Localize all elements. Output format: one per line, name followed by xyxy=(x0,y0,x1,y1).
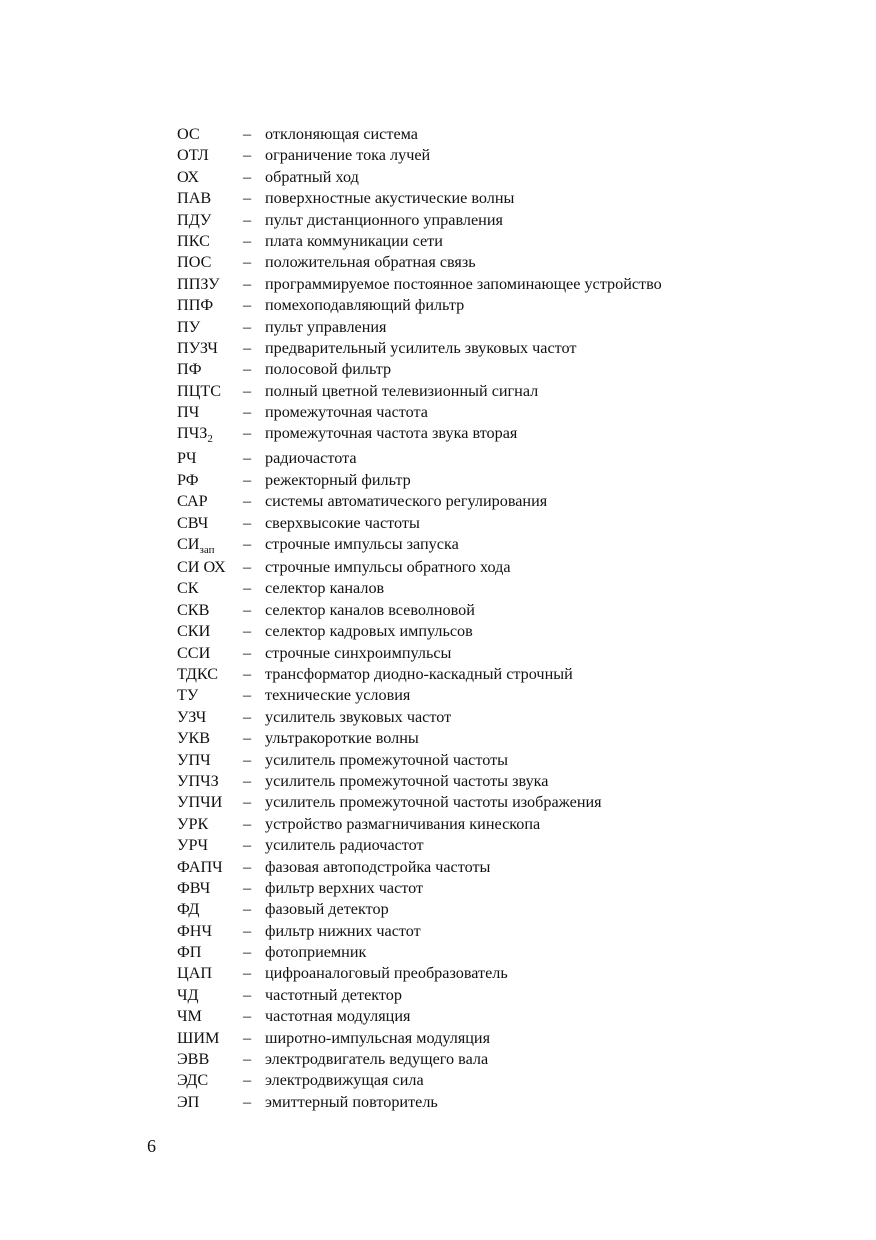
abbreviation-description: эмиттерный повторитель xyxy=(265,1092,438,1111)
abbreviation-description: усилитель промежуточной частоты звука xyxy=(265,771,549,790)
dash-separator: – xyxy=(243,814,252,833)
abbreviation-description: пульт управления xyxy=(265,317,387,336)
abbreviation-term xyxy=(177,899,243,920)
abbreviation-description: частотный детектор xyxy=(265,985,402,1004)
abbreviation-description: фильтр нижних частот xyxy=(265,921,421,940)
abbreviation-term xyxy=(177,685,243,706)
abbreviation-subscript: зап xyxy=(199,544,215,557)
abbreviation-entry xyxy=(177,491,777,512)
abbreviation-description: промежуточная частота звука вторая xyxy=(265,424,518,443)
abbreviation-term xyxy=(177,295,243,316)
abbreviation-term-text: ТДКС xyxy=(177,664,219,683)
abbreviation-entry xyxy=(177,1092,777,1113)
dash-separator: – xyxy=(243,1007,252,1026)
abbreviation-term-text: СИ xyxy=(177,535,200,554)
abbreviation-term xyxy=(177,664,243,685)
abbreviation-term xyxy=(177,643,243,664)
abbreviation-entry xyxy=(177,423,777,448)
abbreviation-entry xyxy=(177,534,777,557)
dash-separator: – xyxy=(243,470,252,489)
abbreviation-term-text: ППФ xyxy=(177,296,214,315)
abbreviation-term xyxy=(177,338,243,359)
abbreviation-entry xyxy=(177,835,777,856)
abbreviation-description: фотоприемник xyxy=(265,943,367,962)
abbreviation-term xyxy=(177,145,243,166)
dash-separator: – xyxy=(243,707,252,726)
abbreviation-entry xyxy=(177,231,777,252)
abbreviation-description: строчные импульсы запуска xyxy=(265,535,459,554)
abbreviation-entry xyxy=(177,857,777,878)
abbreviation-entry xyxy=(177,942,777,963)
abbreviation-description: предварительный усилитель звуковых частот xyxy=(265,338,577,357)
abbreviation-description: электродвигатель ведущего вала xyxy=(265,1050,489,1069)
abbreviation-description: помехоподавляющий фильтр xyxy=(265,296,465,315)
abbreviation-term-text: СВЧ xyxy=(177,513,209,532)
abbreviation-term-text: РФ xyxy=(177,470,199,489)
dash-separator: – xyxy=(243,424,252,443)
dash-separator: – xyxy=(243,985,252,1004)
dash-separator: – xyxy=(243,857,252,876)
abbreviation-term xyxy=(177,448,243,469)
abbreviation-term-text: ПЦТС xyxy=(177,381,222,400)
abbreviation-entry xyxy=(177,621,777,642)
abbreviation-term-text: ЦАП xyxy=(177,964,213,983)
dash-separator: – xyxy=(243,793,252,812)
abbreviation-description: усилитель промежуточной частоты xyxy=(265,750,509,769)
abbreviation-term-text: ЭВВ xyxy=(177,1050,210,1069)
abbreviation-description: отклоняющая система xyxy=(265,125,418,143)
abbreviation-term-text: ПАВ xyxy=(177,189,212,208)
abbreviation-entry xyxy=(177,578,777,599)
abbreviation-description: селектор каналов всеволновой xyxy=(265,600,475,619)
abbreviation-term xyxy=(177,1092,243,1113)
abbreviation-subscript: 2 xyxy=(207,433,213,446)
abbreviation-term-text: ФНЧ xyxy=(177,921,212,940)
abbreviation-term-text: ПФ xyxy=(177,360,202,379)
abbreviation-entry xyxy=(177,470,777,491)
abbreviation-term xyxy=(177,167,243,188)
abbreviation-term xyxy=(177,124,243,145)
abbreviation-description: системы автоматического регулирования xyxy=(265,492,548,511)
abbreviation-term xyxy=(177,317,243,338)
abbreviation-description: программируемое постоянное запоминающее устройство xyxy=(265,274,662,293)
abbreviation-entry xyxy=(177,188,777,209)
abbreviation-entry xyxy=(177,1070,777,1091)
abbreviation-term-text: ШИМ xyxy=(177,1028,220,1047)
abbreviation-term-text: САР xyxy=(177,492,208,511)
abbreviation-description: цифроаналоговый преобразователь xyxy=(265,964,508,983)
abbreviation-entry xyxy=(177,210,777,231)
abbreviation-term-text: ПУЗЧ xyxy=(177,338,218,357)
dash-separator: – xyxy=(243,296,252,315)
abbreviation-term xyxy=(177,878,243,899)
dash-separator: – xyxy=(243,317,252,336)
abbreviation-entry xyxy=(177,792,777,813)
dash-separator: – xyxy=(243,964,252,983)
dash-separator: – xyxy=(243,210,252,229)
abbreviation-description: фазовый детектор xyxy=(265,900,389,919)
abbreviation-term xyxy=(177,423,243,444)
abbreviation-entry xyxy=(177,167,777,188)
dash-separator: – xyxy=(243,492,252,511)
abbreviation-term-text: УПЧЗ xyxy=(177,771,219,790)
abbreviation-term xyxy=(177,942,243,963)
abbreviation-description: промежуточная частота xyxy=(265,403,428,422)
abbreviation-description: фильтр верхних частот xyxy=(265,878,424,897)
abbreviation-description: строчные синхроимпульсы xyxy=(265,643,452,662)
abbreviation-list xyxy=(177,124,777,1113)
abbreviation-term-text: ПУ xyxy=(177,317,201,336)
abbreviation-term-text: ФВЧ xyxy=(177,878,211,897)
abbreviation-term-text: УКВ xyxy=(177,729,211,748)
dash-separator: – xyxy=(243,1092,252,1111)
abbreviation-entry xyxy=(177,338,777,359)
abbreviation-term-text: ПКС xyxy=(177,231,210,250)
abbreviation-entry xyxy=(177,963,777,984)
abbreviation-term-text: УРЧ xyxy=(177,836,208,855)
abbreviation-term-text: УРК xyxy=(177,814,209,833)
abbreviation-term xyxy=(177,359,243,380)
abbreviation-description: усилитель радиочастот xyxy=(265,836,424,855)
abbreviation-term xyxy=(177,857,243,878)
dash-separator: – xyxy=(243,600,252,619)
abbreviation-term xyxy=(177,814,243,835)
abbreviation-description: электродвижущая сила xyxy=(265,1071,424,1090)
abbreviation-term xyxy=(177,835,243,856)
abbreviation-entry xyxy=(177,685,777,706)
abbreviation-term-text: ПЧЗ xyxy=(177,424,208,443)
abbreviation-description: строчные импульсы обратного хода xyxy=(265,558,511,577)
abbreviation-term xyxy=(177,402,243,423)
abbreviation-term xyxy=(177,750,243,771)
abbreviation-entry xyxy=(177,985,777,1006)
abbreviation-term xyxy=(177,513,243,534)
dash-separator: – xyxy=(243,513,252,532)
abbreviation-term-text: ТУ xyxy=(177,686,199,705)
dash-separator: – xyxy=(243,836,252,855)
abbreviation-entry xyxy=(177,381,777,402)
abbreviation-description: ограничение тока лучей xyxy=(265,146,431,165)
dash-separator: – xyxy=(243,189,252,208)
abbreviation-entry xyxy=(177,145,777,166)
abbreviation-entry xyxy=(177,899,777,920)
dash-separator: – xyxy=(243,146,252,165)
abbreviation-entry xyxy=(177,402,777,423)
abbreviation-term-text: ЭДС xyxy=(177,1071,209,1090)
abbreviation-term xyxy=(177,252,243,273)
abbreviation-description: режекторный фильтр xyxy=(265,470,411,489)
abbreviation-term-text: СКВ xyxy=(177,600,210,619)
dash-separator: – xyxy=(243,167,252,186)
abbreviation-term xyxy=(177,470,243,491)
page-number: 6 xyxy=(147,1136,156,1156)
abbreviation-entry xyxy=(177,643,777,664)
abbreviation-term xyxy=(177,534,243,555)
dash-separator: – xyxy=(243,403,252,422)
abbreviation-term xyxy=(177,231,243,252)
abbreviation-term-text: ПДУ xyxy=(177,210,212,229)
abbreviation-entry xyxy=(177,728,777,749)
dash-separator: – xyxy=(243,381,252,400)
abbreviation-term xyxy=(177,1070,243,1091)
abbreviation-term xyxy=(177,491,243,512)
abbreviation-term-text: ФД xyxy=(177,900,200,919)
dash-separator: – xyxy=(243,579,252,598)
dash-separator: – xyxy=(243,253,252,272)
abbreviation-term xyxy=(177,600,243,621)
abbreviation-term xyxy=(177,188,243,209)
dash-separator: – xyxy=(243,878,252,897)
abbreviation-term-text: УЗЧ xyxy=(177,707,207,726)
abbreviation-entry xyxy=(177,513,777,534)
dash-separator: – xyxy=(243,558,252,577)
abbreviation-entry xyxy=(177,295,777,316)
abbreviation-description: полосовой фильтр xyxy=(265,360,392,379)
abbreviation-term xyxy=(177,792,243,813)
abbreviation-entry xyxy=(177,921,777,942)
abbreviation-entry xyxy=(177,600,777,621)
abbreviation-description: частотная модуляция xyxy=(265,1007,411,1026)
abbreviation-term xyxy=(177,728,243,749)
dash-separator: – xyxy=(243,921,252,940)
dash-separator: – xyxy=(243,622,252,641)
abbreviation-term-text: РЧ xyxy=(177,449,197,468)
abbreviation-description: усилитель звуковых частот xyxy=(265,707,452,726)
abbreviation-term-text: ЧД xyxy=(177,985,199,1004)
abbreviation-term-text: СКИ xyxy=(177,622,211,641)
abbreviation-entry xyxy=(177,1006,777,1027)
abbreviation-description: фазовая автоподстройка частоты xyxy=(265,857,491,876)
abbreviation-entry xyxy=(177,557,777,578)
abbreviation-term xyxy=(177,771,243,792)
dash-separator: – xyxy=(243,729,252,748)
abbreviation-term-text: ОХ xyxy=(177,167,200,186)
abbreviation-description: радиочастота xyxy=(265,449,357,468)
abbreviation-description: технические условия xyxy=(265,686,411,705)
abbreviation-entry xyxy=(177,814,777,835)
abbreviation-term-text: ОС xyxy=(177,125,200,143)
abbreviation-description: усилитель промежуточной частоты изображения xyxy=(265,793,602,812)
abbreviation-entry xyxy=(177,707,777,728)
dash-separator: – xyxy=(243,750,252,769)
abbreviation-description: трансформатор диодно-каскадный строчный xyxy=(265,664,573,683)
abbreviation-term xyxy=(177,274,243,295)
abbreviation-term-text: УПЧ xyxy=(177,750,211,769)
abbreviation-description: поверхностные акустические волны xyxy=(265,189,515,208)
abbreviation-entry xyxy=(177,359,777,380)
abbreviation-description: ультракороткие волны xyxy=(265,729,419,748)
abbreviation-term xyxy=(177,210,243,231)
abbreviation-description: плата коммуникации сети xyxy=(265,231,443,250)
abbreviation-entry xyxy=(177,274,777,295)
dash-separator: – xyxy=(243,643,252,662)
abbreviation-description: селектор кадровых импульсов xyxy=(265,622,473,641)
dash-separator: – xyxy=(243,360,252,379)
abbreviation-term xyxy=(177,707,243,728)
abbreviation-entry xyxy=(177,1028,777,1049)
abbreviation-description: устройство размагничивания кинескопа xyxy=(265,814,541,833)
dash-separator: – xyxy=(243,771,252,790)
abbreviation-term-text: ЧМ xyxy=(177,1007,202,1026)
abbreviation-term xyxy=(177,921,243,942)
abbreviation-term xyxy=(177,963,243,984)
abbreviation-description: полный цветной телевизионный сигнал xyxy=(265,381,539,400)
abbreviation-entry xyxy=(177,664,777,685)
dash-separator: – xyxy=(243,1028,252,1047)
abbreviation-term-text: ПОС xyxy=(177,253,212,272)
abbreviation-term xyxy=(177,557,243,578)
abbreviation-term-text: ССИ xyxy=(177,643,211,662)
abbreviation-term-text: ППЗУ xyxy=(177,274,220,293)
abbreviation-term xyxy=(177,985,243,1006)
abbreviation-description: селектор каналов xyxy=(265,579,385,598)
abbreviation-term xyxy=(177,1006,243,1027)
abbreviation-entry xyxy=(177,317,777,338)
dash-separator: – xyxy=(243,1050,252,1069)
abbreviation-description: сверхвысокие частоты xyxy=(265,513,420,532)
abbreviation-description: обратный ход xyxy=(265,167,359,186)
abbreviation-term-text: ФАПЧ xyxy=(177,857,223,876)
abbreviation-description: широтно-импульсная модуляция xyxy=(265,1028,491,1047)
abbreviation-term-text: УПЧИ xyxy=(177,793,223,812)
abbreviation-term xyxy=(177,381,243,402)
abbreviation-entry xyxy=(177,1049,777,1070)
dash-separator: – xyxy=(243,943,252,962)
dash-separator: – xyxy=(243,338,252,357)
dash-separator: – xyxy=(243,535,252,554)
abbreviation-term xyxy=(177,578,243,599)
abbreviation-term xyxy=(177,1049,243,1070)
abbreviation-entry xyxy=(177,750,777,771)
abbreviation-entry xyxy=(177,124,777,145)
dash-separator: – xyxy=(243,664,252,683)
abbreviation-entry xyxy=(177,252,777,273)
abbreviation-entry xyxy=(177,448,777,469)
dash-separator: – xyxy=(243,900,252,919)
abbreviation-term-text: ПЧ xyxy=(177,403,200,422)
abbreviation-description: положительная обратная связь xyxy=(265,253,476,272)
abbreviation-term xyxy=(177,621,243,642)
abbreviation-term xyxy=(177,1028,243,1049)
abbreviation-term-text: ОТЛ xyxy=(177,146,209,165)
abbreviation-entry xyxy=(177,878,777,899)
dash-separator: – xyxy=(243,1071,252,1090)
abbreviation-term-text: СК xyxy=(177,579,199,598)
abbreviation-description: пульт дистанционного управления xyxy=(265,210,503,229)
dash-separator: – xyxy=(243,231,252,250)
dash-separator: – xyxy=(243,125,252,143)
dash-separator: – xyxy=(243,686,252,705)
abbreviation-term-text: ЭП xyxy=(177,1092,200,1111)
dash-separator: – xyxy=(243,274,252,293)
dash-separator: – xyxy=(243,449,252,468)
abbreviation-entry xyxy=(177,771,777,792)
abbreviation-term-text: СИ ОХ xyxy=(177,558,226,577)
abbreviation-term-text: ФП xyxy=(177,943,202,962)
